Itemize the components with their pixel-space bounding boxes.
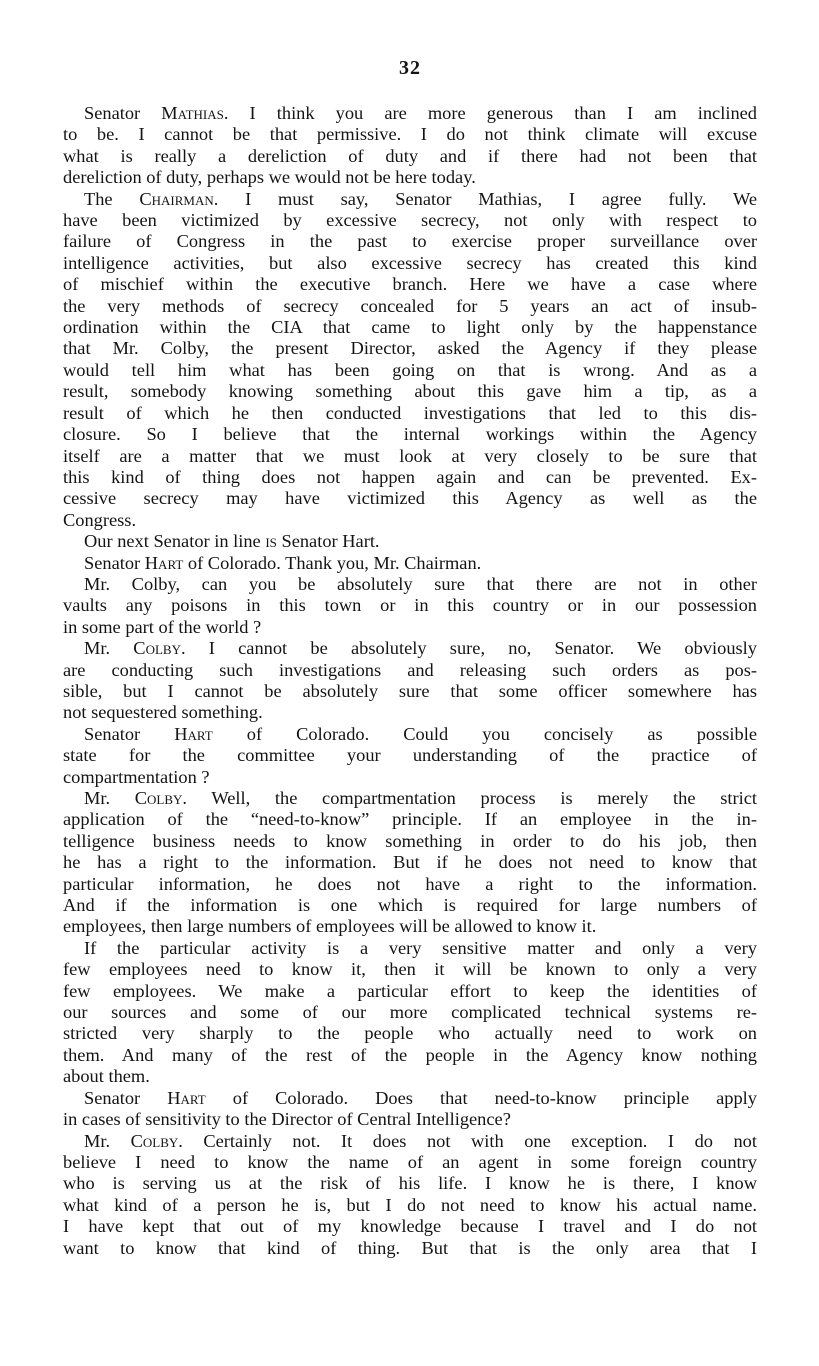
text-run: intelligence activities, but also excessive secrecy has created this kind [63,252,757,273]
speaker-name: Colby [130,1130,179,1151]
text-line [63,788,757,809]
text-line [63,467,757,488]
text-line [63,874,757,895]
text-line [63,660,757,681]
text-line [63,1023,757,1044]
text-run: he has a right to the information. But if he does not need to know that [63,852,757,873]
text-line [63,317,757,338]
text-line [63,831,757,852]
text-line [63,1002,757,1023]
text-run: . Certainly not. It does not with one exception. I do not [178,1130,757,1151]
text-run: what kind of a person he is, but I do not need to know his actual name. [63,1194,757,1215]
transcript-text-block [63,103,757,1259]
text-run: cessive secrecy may have victimized this Agency as well as the [63,488,757,509]
text-run: them. And many of the rest of the people in the Agency know nothing [63,1044,757,1065]
text-run: about them. [63,1066,150,1087]
text-line [63,702,757,723]
text-run: result of which he then conducted investigations that led to this dis- [63,402,757,423]
text-run: . I must say, Senator Mathias, I agree fully. We [213,188,757,209]
speaker-name: Colby [133,638,181,659]
text-line [63,403,757,424]
text-line [63,981,757,1002]
text-line [63,360,757,381]
text-run: compartmentation ? [63,766,210,787]
text-run: employees, then large numbers of employees will be allowed to know it. [63,916,597,937]
text-run: the very methods of secrecy concealed for 5 years an act of insub- [63,295,757,316]
text-run: not sequestered something. [63,702,263,723]
text-line [63,617,757,638]
speaker-name: Chairman [139,188,214,209]
text-line [63,1173,757,1194]
text-run: itself are a matter that we must look at very closely to be sure that [63,445,757,466]
text-line [63,745,757,766]
text-run: that Mr. Colby, the present Director, asked the Agency if they please [63,338,757,359]
page-number: 32 [399,57,421,79]
text-run: of Colorado. Does that need-to-know principle apply [205,1087,757,1108]
text-line [63,1045,757,1066]
speaker-name: Hart [174,723,213,744]
text-line [63,1238,757,1259]
text-line [63,1131,757,1152]
text-line [63,424,757,445]
text-line [63,1195,757,1216]
text-line [63,852,757,873]
text-run: . Well, the compartmentation process is merely the strict [182,788,757,808]
text-run: believe I need to know the name of an agent in some foreign country [63,1151,757,1172]
text-line [63,231,757,252]
text-line [63,809,757,830]
text-run: in cases of sensitivity to the Director of Central Intelligence? [63,1109,511,1130]
speaker-name: is [265,531,277,552]
text-run: closure. So I believe that the internal workings within the Agency [63,424,757,445]
text-run: ordination within the CIA that came to light only by the happenstance [63,317,757,338]
text-run: I have kept that out of my knowledge because I travel and I do not [63,1216,757,1237]
text-run: few employees. We make a particular effort to keep the identities of [63,980,757,1001]
text-line [63,638,757,659]
text-run: Senator Hart. [276,531,380,552]
text-line [63,253,757,274]
text-line [63,124,757,145]
text-run: Senator [84,1087,168,1108]
speaker-name: Colby [134,788,183,808]
text-run: of Colorado. Thank you, Mr. Chairman. [183,552,482,573]
text-line [63,1088,757,1109]
text-run: in some part of the world ? [63,616,262,637]
text-line [63,381,757,402]
text-line [63,210,757,231]
text-run: The [84,188,140,209]
text-line [63,167,757,188]
text-line [63,274,757,295]
text-line [63,296,757,317]
text-run: Mr. [84,788,135,808]
text-run: failure of Congress in the past to exercise proper surveillance over [63,231,757,252]
text-run: dereliction of duty, perhaps we would not be here today. [63,167,476,188]
text-line [63,595,757,616]
text-run: Senator [84,723,175,744]
text-run: our sources and some of our more complicated technical systems re- [63,1002,757,1023]
text-run: would tell him what has been going on that is wrong. And as a [63,359,757,380]
text-run: Senator [84,552,145,573]
text-run: Mr. [84,1130,131,1151]
text-line [63,767,757,788]
text-run: this kind of thing does not happen again and can be prevented. Ex- [63,466,757,487]
text-run: are conducting such investigations and releasing such orders as pos- [63,659,757,680]
text-line [63,531,757,552]
text-line [63,446,757,467]
speaker-name: Hart [167,1087,206,1108]
speaker-name: Hart [144,552,184,573]
text-run: If the particular activity is a very sensitive matter and only a very [84,937,757,958]
text-run: . I think you are more generous than I am inclined [223,103,757,123]
text-run: Congress. [63,509,137,530]
text-run: few employees need to know it, then it will be known to only a very [63,959,757,980]
text-run: stricted very sharply to the people who actually need to work on [63,1023,757,1044]
text-run: Our next Senator in line [84,531,266,552]
text-run: what is really a dereliction of duty and if there had not been that [63,145,757,166]
text-line [63,189,757,210]
text-line [63,488,757,509]
text-run: Mr. [84,638,134,659]
text-run: have been victimized by excessive secrecy, not only with respect to [63,210,757,231]
text-run: And if the information is one which is required for large numbers of [63,895,757,916]
text-run: telligence business needs to know something in order to do his job, then [63,830,757,851]
text-line [63,338,757,359]
text-line [63,1216,757,1237]
text-run: to be. I cannot be that permissive. I do not think climate will excuse [63,124,757,145]
text-run: particular information, he does not have a right to the information. [63,873,757,894]
text-line [63,103,757,124]
text-line [63,938,757,959]
text-run: state for the committee your understanding of the practice of [63,745,757,766]
text-run: of mischief within the executive branch. Here we have a case where [63,274,757,295]
text-run: result, somebody knowing something about this gave him a tip, as a [63,381,757,402]
text-line [63,1152,757,1173]
text-run: vaults any poisons in this town or in this country or in our possession [63,595,757,616]
text-line [63,916,757,937]
text-line [63,724,757,745]
text-line [63,553,757,574]
text-line [63,959,757,980]
text-line [63,574,757,595]
text-run: Senator [84,103,162,123]
text-run: sible, but I cannot be absolutely sure that some officer somewhere has [63,680,757,701]
text-line [63,146,757,167]
text-line [63,510,757,531]
text-run: who is serving us at the risk of his life. I know he is there, I know [63,1173,757,1194]
text-line [63,681,757,702]
speaker-name: Mathias [161,103,224,123]
text-run: of Colorado. Could you concisely as possible [212,723,757,744]
text-run: application of the “need-to-know” principle. If an employee in the in- [63,809,757,830]
text-line [63,1109,757,1130]
text-run: . I cannot be absolutely sure, no, Senator. We obviously [180,638,757,659]
text-line [63,1066,757,1087]
text-run: want to know that kind of thing. But that is the only area that I [63,1237,757,1258]
text-run: Mr. Colby, can you be absolutely sure that there are not in other [84,573,757,594]
text-line [63,895,757,916]
